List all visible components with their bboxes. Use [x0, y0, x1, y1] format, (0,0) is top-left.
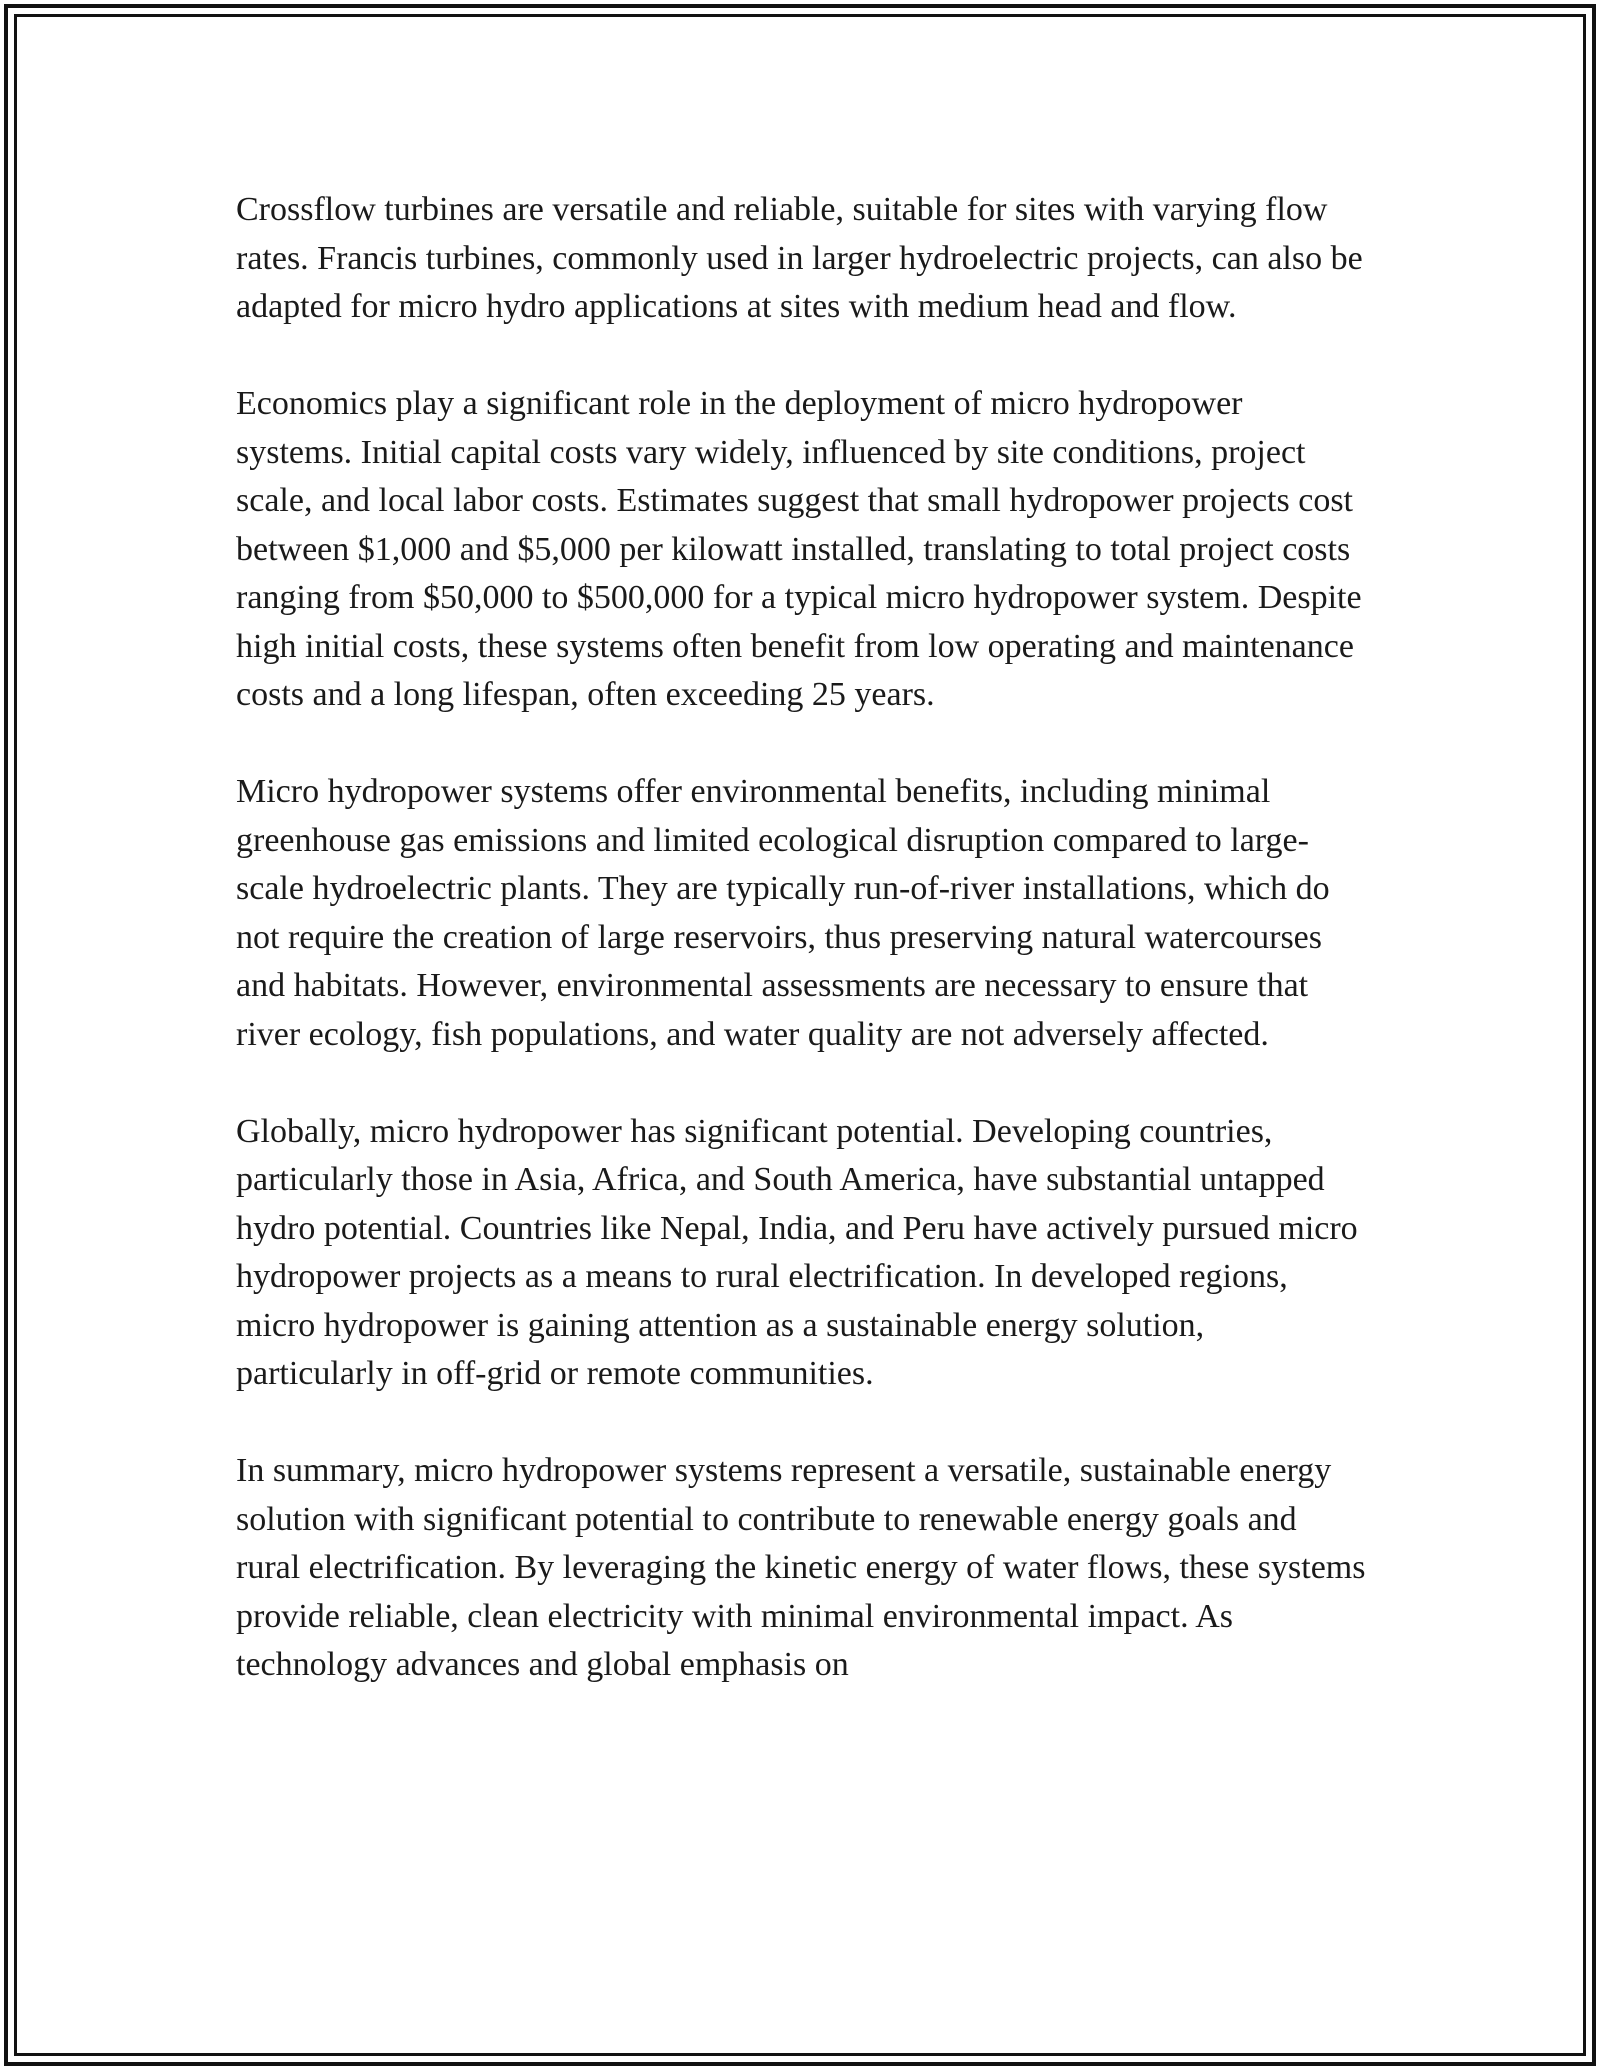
paragraph-global-potential: Globally, micro hydropower has significant potential. Developing countries, particularly those in Asia, Africa, and South America, have substantial untapped hydro potential. Countries like Nepal, India, and Peru have actively pursued micro hydropower projects as a means to rural electrification. In developed regions, micro hydropower is gaining attention as a sustainable energy solution, particularly in off-grid or remote communities.: [236, 1112, 1358, 1392]
paragraph-summary: In summary, micro hydropower systems represent a versatile, sustainable energy solution with significant potential to contribute to renewable energy goals and rural electrification. By leveraging the kinetic energy of water flows, these systems provide reliable, clean electricity with minimal environmental impact. As technology advances and global emphasis on: [236, 1452, 1366, 1683]
paragraph-economics: Economics play a significant role in the deployment of micro hydropower systems. Initial capital costs vary widely, influenced by site conditions, project scale, and local labor costs. Estimates suggest that small hydropower projects cost between $1,000 and $5,000 per kilowatt installed, translating to total project costs ranging from $50,000 to $500,000 for a typical micro hydropower system. Despite high initial costs, these systems often benefit from low operating and maintenance costs and a long lifespan, often exceeding 25 years.: [236, 385, 1362, 713]
paragraph-environmental-benefits: Micro hydropower systems offer environmental benefits, including minimal greenhouse gas emissions and limited ecological disruption compared to large-scale hydroelectric plants. They are typically run-of-river installations, which do not require the creation of large reservoirs, thus preserving natural watercourses and habitats. However, environmental assessments are necessary to ensure that river ecology, fish populations, and water quality are not adversely affected.: [236, 773, 1330, 1053]
paragraph-turbine-types: Crossflow turbines are versatile and reliable, suitable for sites with varying flow rates. Francis turbines, commonly used in larger hydroelectric projects, can also be adapted for micro hydro applications at sites with medium head and flow.: [236, 191, 1363, 325]
document-body: [236, 186, 1366, 1738]
